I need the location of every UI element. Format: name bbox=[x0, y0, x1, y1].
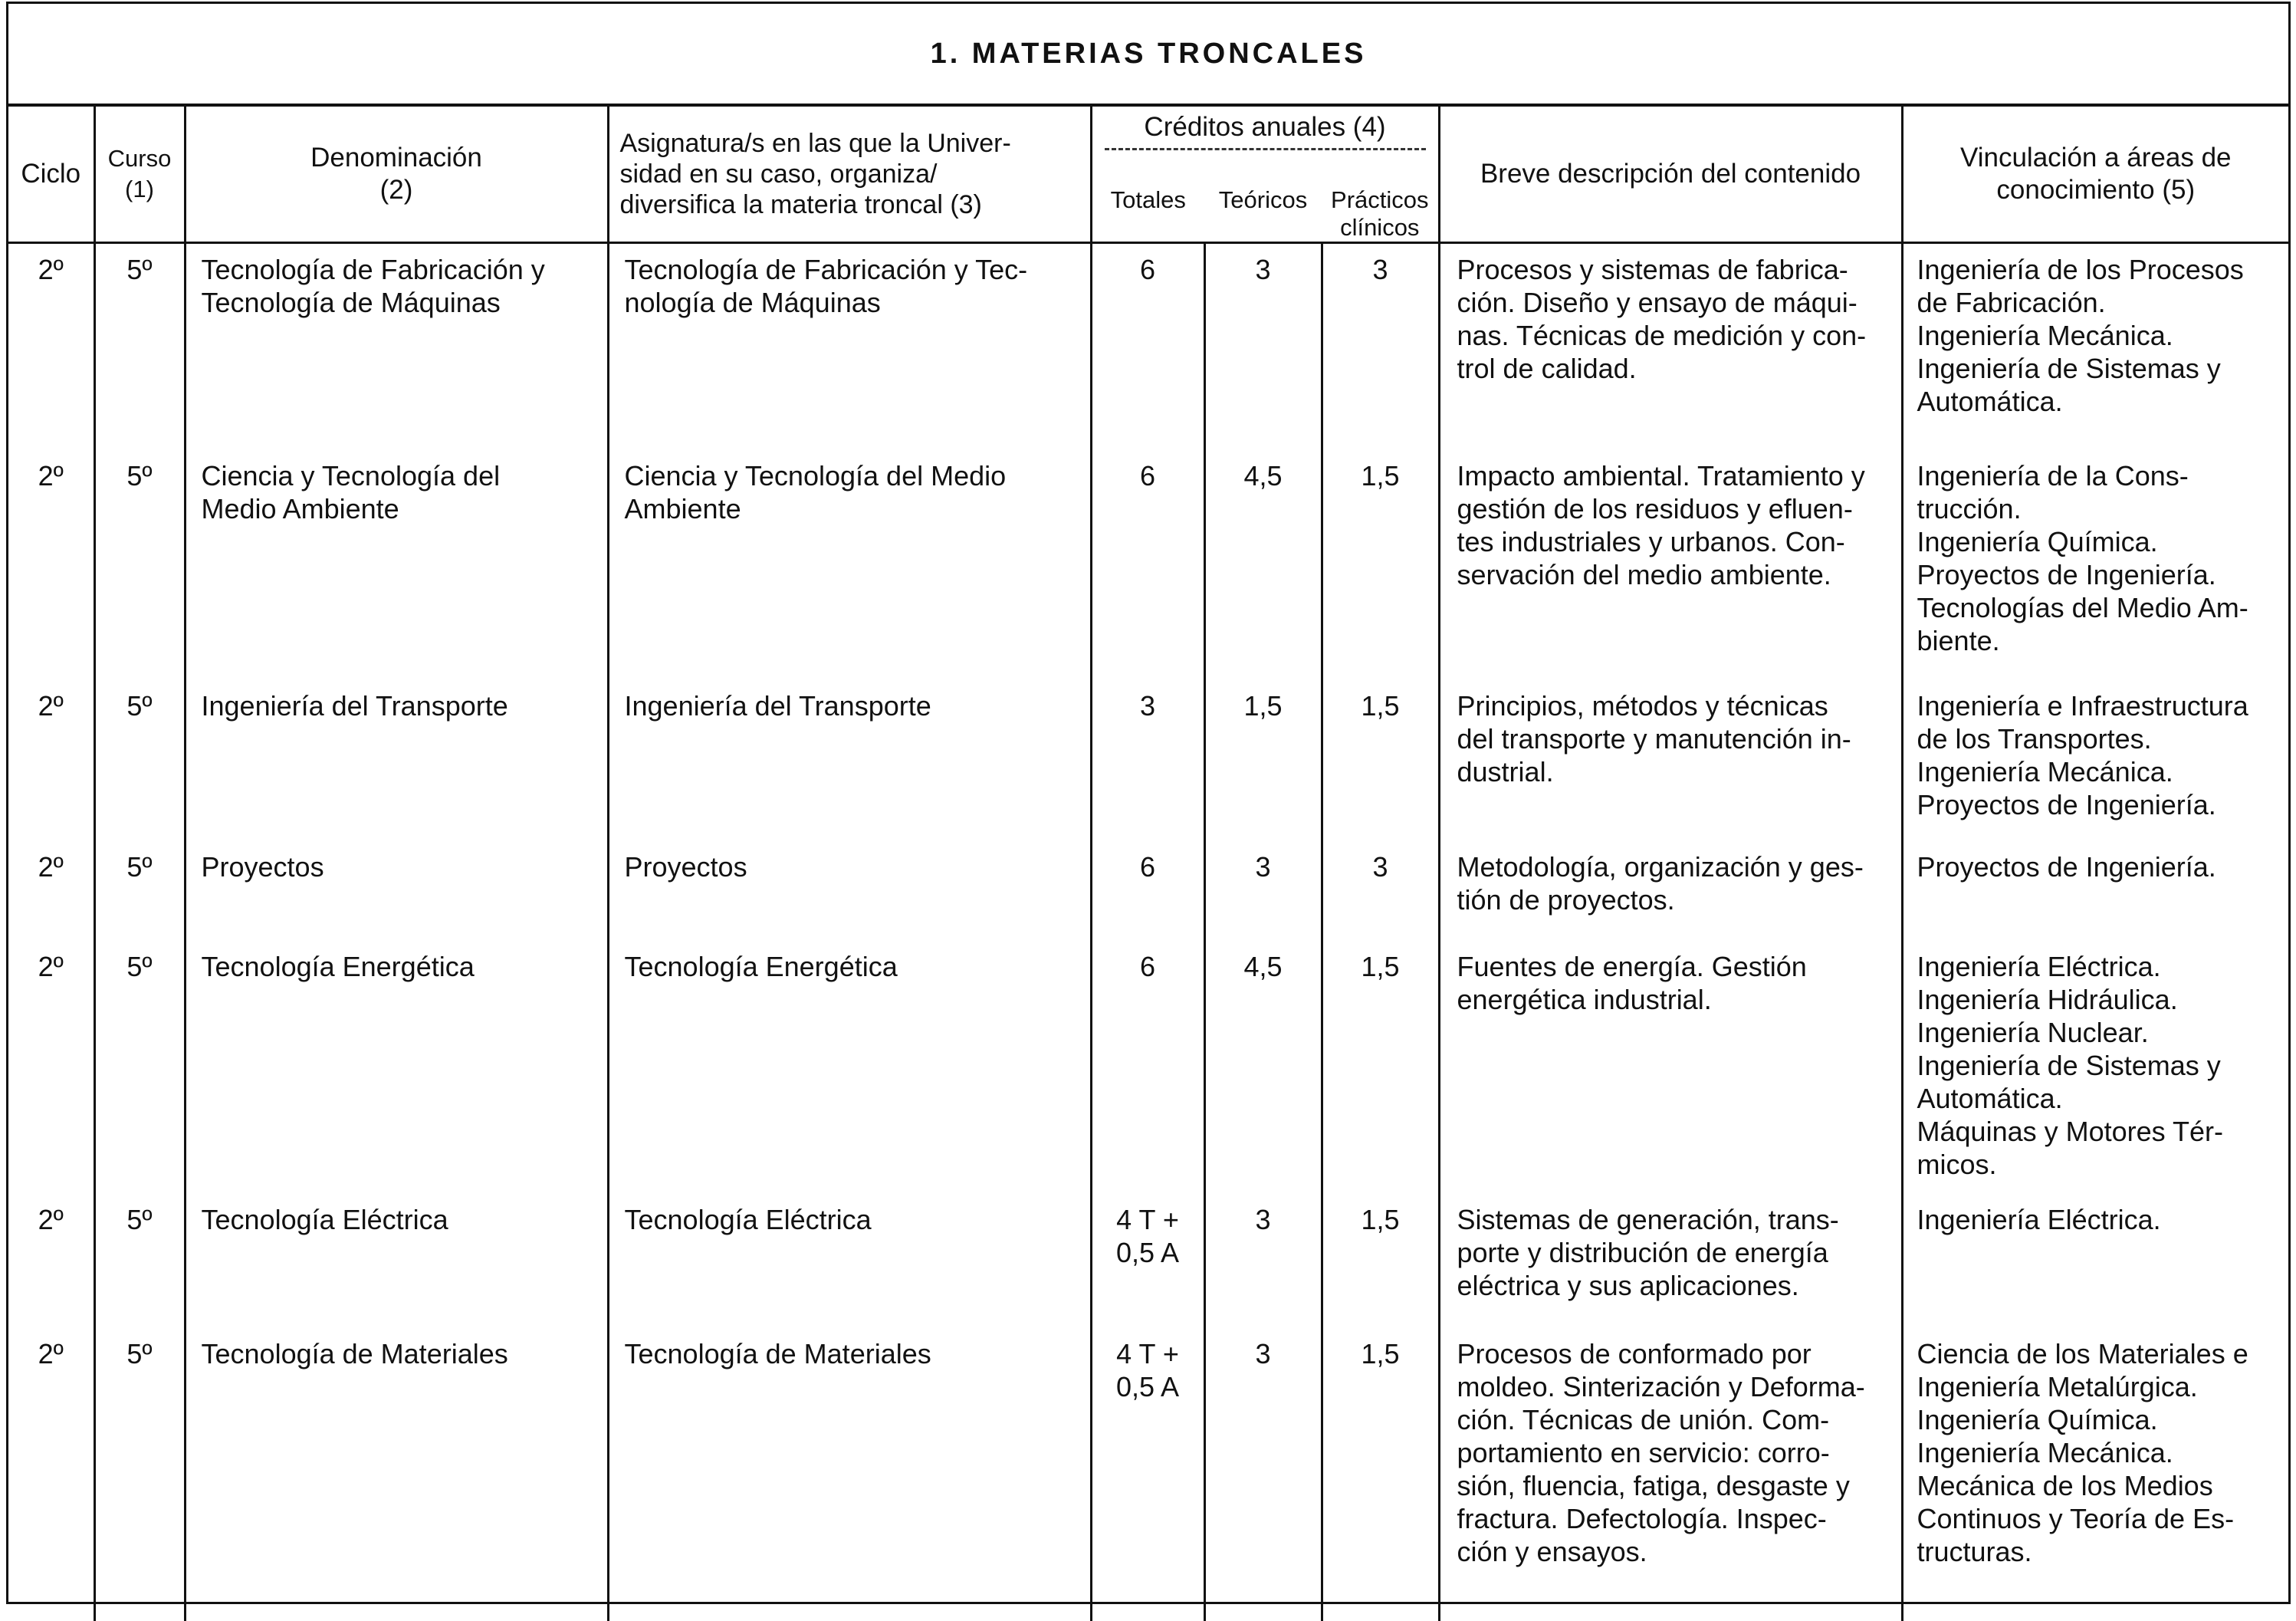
curso-cell: 5º bbox=[94, 841, 185, 941]
table-row bbox=[8, 841, 2288, 941]
totales-cell: 4 T + 0,5 A bbox=[1091, 1328, 1204, 1621]
materias-table bbox=[8, 107, 2288, 1621]
asignatura-cell: Proyectos bbox=[608, 841, 1091, 941]
ciclo-cell: 2º bbox=[8, 243, 94, 450]
header-dashed-rule bbox=[1105, 148, 1426, 150]
practicos-cell: 1,5 bbox=[1322, 1194, 1439, 1328]
header-denominacion: Denominación (2) bbox=[185, 107, 608, 243]
table-row bbox=[8, 243, 2288, 450]
teoricos-cell: 3 bbox=[1204, 1328, 1322, 1621]
practicos-cell: 1,5 bbox=[1322, 450, 1439, 680]
table-row bbox=[8, 450, 2288, 680]
teoricos-cell: 3 bbox=[1204, 1194, 1322, 1328]
ciclo-cell: 2º bbox=[8, 1194, 94, 1328]
totales-cell: 6 bbox=[1091, 941, 1204, 1194]
header-teoricos: Teóricos bbox=[1204, 177, 1322, 243]
vinculacion-cell: Proyectos de Ingeniería. bbox=[1902, 841, 2288, 941]
descripcion-cell: Procesos y sistemas de fabrica- ción. Diseño y ensayo de máqui- nas. Técnicas de medición y con- trol de calidad. bbox=[1439, 243, 1902, 450]
practicos-cell: 1,5 bbox=[1322, 941, 1439, 1194]
denominacion-cell: Tecnología Eléctrica bbox=[185, 1194, 608, 1328]
totales-cell: 6 bbox=[1091, 841, 1204, 941]
vinculacion-cell: Ingeniería Eléctrica. Ingeniería Hidráulica. Ingeniería Nuclear. Ingeniería de Sistemas y Automática. Máquinas y Motores Tér- micos. bbox=[1902, 941, 2288, 1194]
asignatura-cell: Tecnología Eléctrica bbox=[608, 1194, 1091, 1328]
descripcion-cell: Procesos de conformado por moldeo. Sinterización y Deforma- ción. Técnicas de unión. Com- portamiento en servicio: corro- sión, fluencia, fatiga, desgaste y fractura. Defectología. Inspec- ción y ensayos. bbox=[1439, 1328, 1902, 1621]
vinculacion-cell: Ingeniería de la Cons- trucción. Ingeniería Química. Proyectos de Ingeniería. Tecnologías del Medio Am- biente. bbox=[1902, 450, 2288, 680]
descripcion-cell: Metodología, organización y ges- tión de proyectos. bbox=[1439, 841, 1902, 941]
header-creditos: Créditos anuales (4) bbox=[1091, 107, 1439, 177]
header-asignatura: Asignatura/s en las que la Univer- sidad en su caso, organiza/ diversifica la materia troncal (3) bbox=[608, 107, 1091, 243]
curso-cell: 5º bbox=[94, 1194, 185, 1328]
table-row bbox=[8, 1194, 2288, 1328]
descripcion-cell: Impacto ambiental. Tratamiento y gestión de los residuos y efluen- tes industriales y urbanos. Con- servación del medio ambiente. bbox=[1439, 450, 1902, 680]
table-row bbox=[8, 680, 2288, 841]
vinculacion-cell: Ingeniería e Infraestructura de los Transportes. Ingeniería Mecánica. Proyectos de Ingeniería. bbox=[1902, 680, 2288, 841]
ciclo-cell: 2º bbox=[8, 941, 94, 1194]
table-row bbox=[8, 1328, 2288, 1621]
vinculacion-cell: Ciencia de los Materiales e Ingeniería Metalúrgica. Ingeniería Química. Ingeniería Mecánica. Mecánica de los Medios Continuos y Teoría de Es- tructuras. bbox=[1902, 1328, 2288, 1621]
totales-cell: 6 bbox=[1091, 243, 1204, 450]
ciclo-cell: 2º bbox=[8, 680, 94, 841]
ciclo-cell: 2º bbox=[8, 841, 94, 941]
descripcion-cell: Sistemas de generación, trans- porte y distribución de energía eléctrica y sus aplicaciones. bbox=[1439, 1194, 1902, 1328]
ciclo-cell: 2º bbox=[8, 1328, 94, 1621]
vinculacion-cell: Ingeniería Eléctrica. bbox=[1902, 1194, 2288, 1328]
teoricos-cell: 3 bbox=[1204, 841, 1322, 941]
header-totales: Totales bbox=[1091, 177, 1204, 243]
totales-cell: 6 bbox=[1091, 450, 1204, 680]
practicos-cell: 1,5 bbox=[1322, 1328, 1439, 1621]
header-ciclo: Ciclo bbox=[8, 107, 94, 243]
practicos-cell: 3 bbox=[1322, 243, 1439, 450]
curso-cell: 5º bbox=[94, 941, 185, 1194]
denominacion-cell: Ingeniería del Transporte bbox=[185, 680, 608, 841]
curso-cell: 5º bbox=[94, 450, 185, 680]
table-row bbox=[8, 941, 2288, 1194]
teoricos-cell: 3 bbox=[1204, 243, 1322, 450]
curso-cell: 5º bbox=[94, 243, 185, 450]
asignatura-cell: Tecnología Energética bbox=[608, 941, 1091, 1194]
header-vinculacion: Vinculación a áreas de conocimiento (5) bbox=[1902, 107, 2288, 243]
teoricos-cell: 4,5 bbox=[1204, 450, 1322, 680]
teoricos-cell: 1,5 bbox=[1204, 680, 1322, 841]
practicos-cell: 3 bbox=[1322, 841, 1439, 941]
table-body bbox=[8, 243, 2288, 1621]
denominacion-cell: Proyectos bbox=[185, 841, 608, 941]
asignatura-cell: Tecnología de Materiales bbox=[608, 1328, 1091, 1621]
practicos-cell: 1,5 bbox=[1322, 680, 1439, 841]
vinculacion-cell: Ingeniería de los Procesos de Fabricación. Ingeniería Mecánica. Ingeniería de Sistemas y Automática. bbox=[1902, 243, 2288, 450]
denominacion-cell: Ciencia y Tecnología del Medio Ambiente bbox=[185, 450, 608, 680]
denominacion-cell: Tecnología de Fabricación y Tecnología de Máquinas bbox=[185, 243, 608, 450]
section-title: 1. MATERIAS TRONCALES bbox=[8, 4, 2288, 107]
curso-cell: 5º bbox=[94, 1328, 185, 1621]
descripcion-cell: Fuentes de energía. Gestión energética industrial. bbox=[1439, 941, 1902, 1194]
asignatura-cell: Tecnología de Fabricación y Tec- nología de Máquinas bbox=[608, 243, 1091, 450]
curso-cell: 5º bbox=[94, 680, 185, 841]
asignatura-cell: Ciencia y Tecnología del Medio Ambiente bbox=[608, 450, 1091, 680]
teoricos-cell: 4,5 bbox=[1204, 941, 1322, 1194]
asignatura-cell: Ingeniería del Transporte bbox=[608, 680, 1091, 841]
descripcion-cell: Principios, métodos y técnicas del transporte y manutención in- dustrial. bbox=[1439, 680, 1902, 841]
header-curso: Curso (1) bbox=[94, 107, 185, 243]
header-descripcion: Breve descripción del contenido bbox=[1439, 107, 1902, 243]
document-page bbox=[6, 2, 2291, 1604]
totales-cell: 3 bbox=[1091, 680, 1204, 841]
ciclo-cell: 2º bbox=[8, 450, 94, 680]
denominacion-cell: Tecnología Energética bbox=[185, 941, 608, 1194]
header-practicos: Prácticos clínicos bbox=[1322, 177, 1439, 243]
denominacion-cell: Tecnología de Materiales bbox=[185, 1328, 608, 1621]
totales-cell: 4 T + 0,5 A bbox=[1091, 1194, 1204, 1328]
